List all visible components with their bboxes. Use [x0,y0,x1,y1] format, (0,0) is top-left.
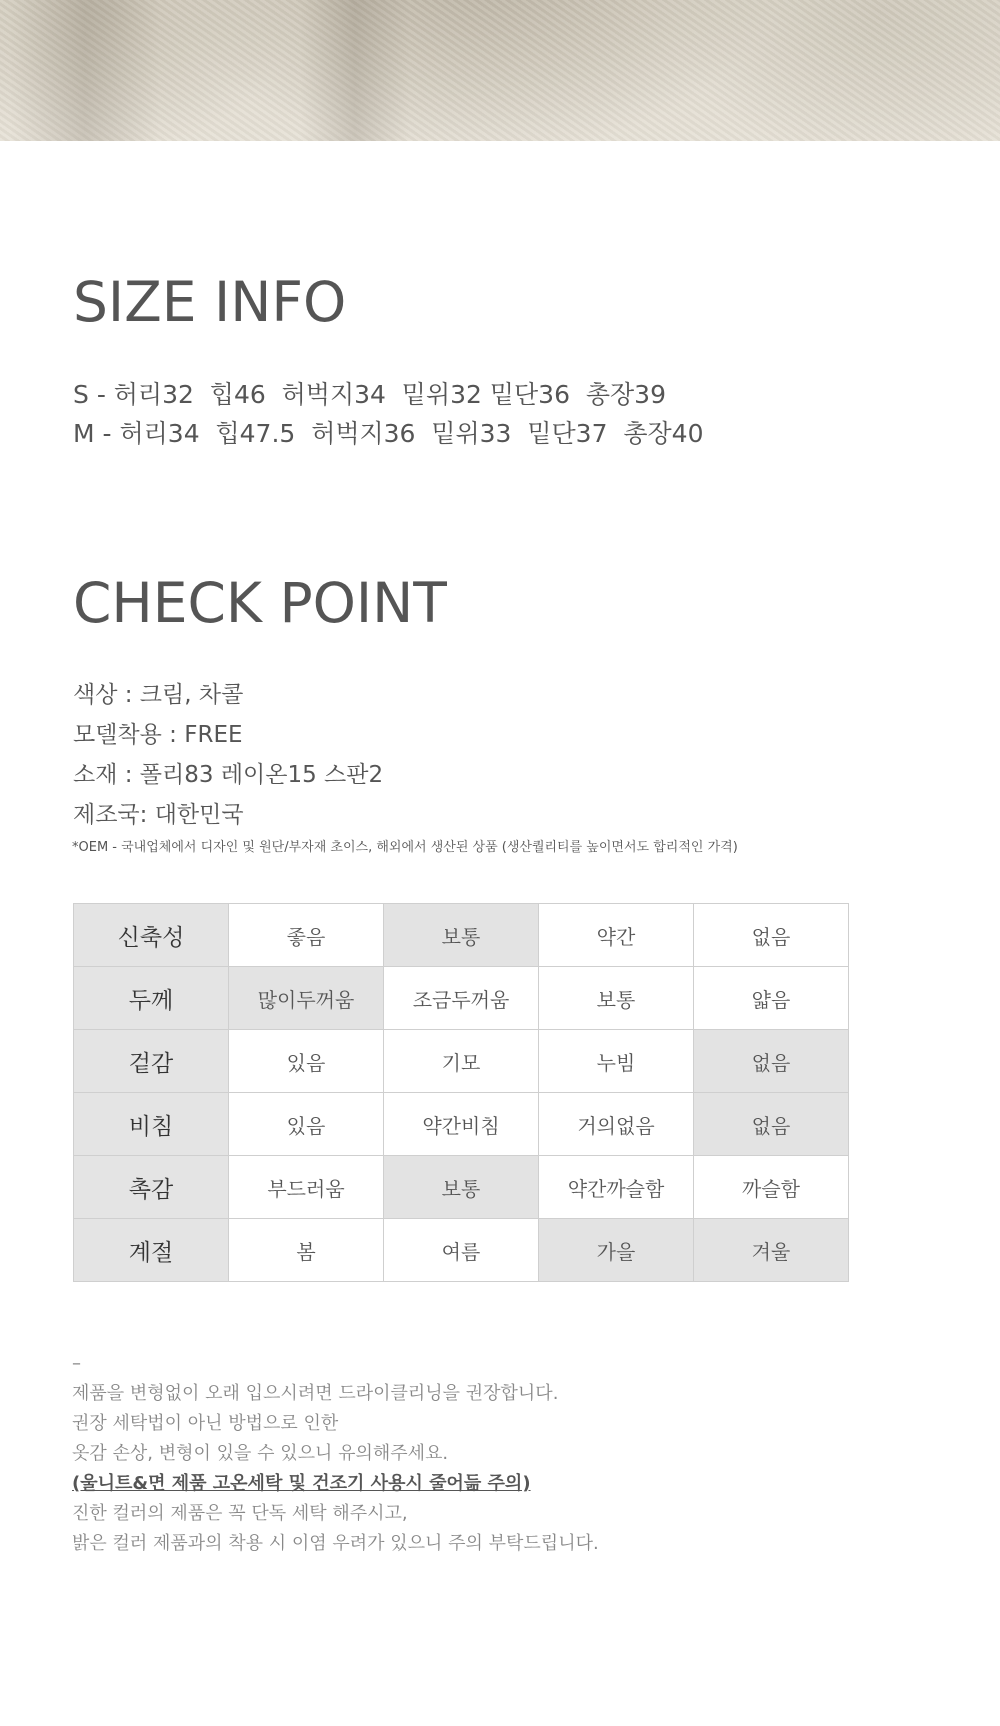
table-cell: 보통 [539,967,694,1030]
oem-note: *OEM - 국내업체에서 디자인 및 원단/부자재 초이스, 해외에서 생산된 상품 (생산퀄리티를 높이면서도 합리적인 가격) [72,840,738,855]
table-cell: 까슬함 [694,1156,849,1219]
table-cell-selected: 겨울 [694,1219,849,1282]
row-header: 촉감 [74,1156,229,1219]
table-cell: 누빔 [539,1030,694,1093]
table-cell: 조금두꺼움 [384,967,539,1030]
table-cell: 약간까슬함 [539,1156,694,1219]
table-cell: 좋음 [229,904,384,967]
origin-info: 제조국: 대한민국 [73,802,244,828]
size-line-s: S - 허리32 힙46 허벅지34 밑위32 밑단36 총장39 [73,380,666,409]
table-cell: 봄 [229,1219,384,1282]
table-row [74,1219,849,1282]
table-cell: 약간 [539,904,694,967]
table-cell-selected: 많이두꺼움 [229,967,384,1030]
fabric-fold-shadow [300,0,410,141]
table-cell: 없음 [694,904,849,967]
product-attribute-table [73,903,849,1282]
table-cell: 얇음 [694,967,849,1030]
care-line: 제품을 변형없이 오래 입으시려면 드라이클리닝을 권장합니다. [72,1383,559,1404]
table-cell-selected: 보통 [384,1156,539,1219]
row-header: 비침 [74,1093,229,1156]
table-row [74,1156,849,1219]
care-warning: (울니트&면 제품 고온세탁 및 건조기 사용시 줄어듦 주의) [72,1473,531,1494]
table-cell-selected: 없음 [694,1030,849,1093]
material-info: 소재 : 폴리83 레이온15 스판2 [73,762,384,788]
table-cell-selected: 없음 [694,1093,849,1156]
table-row [74,1093,849,1156]
model-info: 모델착용 : FREE [73,722,243,748]
care-dash: – [72,1353,81,1374]
row-header: 겉감 [74,1030,229,1093]
table-row [74,967,849,1030]
table-row [74,904,849,967]
care-line: 권장 세탁법이 아닌 방법으로 인한 [72,1413,339,1434]
table-cell: 거의없음 [539,1093,694,1156]
care-line: 밝은 컬러 제품과의 착용 시 이염 우려가 있으니 주의 부탁드립니다. [72,1533,599,1554]
row-header: 신축성 [74,904,229,967]
table-cell-selected: 가을 [539,1219,694,1282]
table-row [74,1030,849,1093]
table-cell-selected: 보통 [384,904,539,967]
size-info-title: SIZE INFO [73,270,347,334]
table-cell: 여름 [384,1219,539,1282]
row-header: 두께 [74,967,229,1030]
table-cell: 있음 [229,1030,384,1093]
care-line: 진한 컬러의 제품은 꼭 단독 세탁 해주시고, [72,1503,408,1524]
fabric-photo [0,0,1000,141]
table-cell: 약간비침 [384,1093,539,1156]
table-cell: 기모 [384,1030,539,1093]
table-cell: 부드러움 [229,1156,384,1219]
care-line: 옷감 손상, 변형이 있을 수 있으니 유의해주세요. [72,1443,449,1464]
row-header: 계절 [74,1219,229,1282]
size-line-m: M - 허리34 힙47.5 허벅지36 밑위33 밑단37 총장40 [73,419,704,448]
color-info: 색상 : 크림, 차콜 [73,682,244,708]
check-point-title: CHECK POINT [73,571,447,635]
fabric-fold-shadow [10,0,160,141]
care-instructions [72,1349,599,1559]
table-cell: 있음 [229,1093,384,1156]
